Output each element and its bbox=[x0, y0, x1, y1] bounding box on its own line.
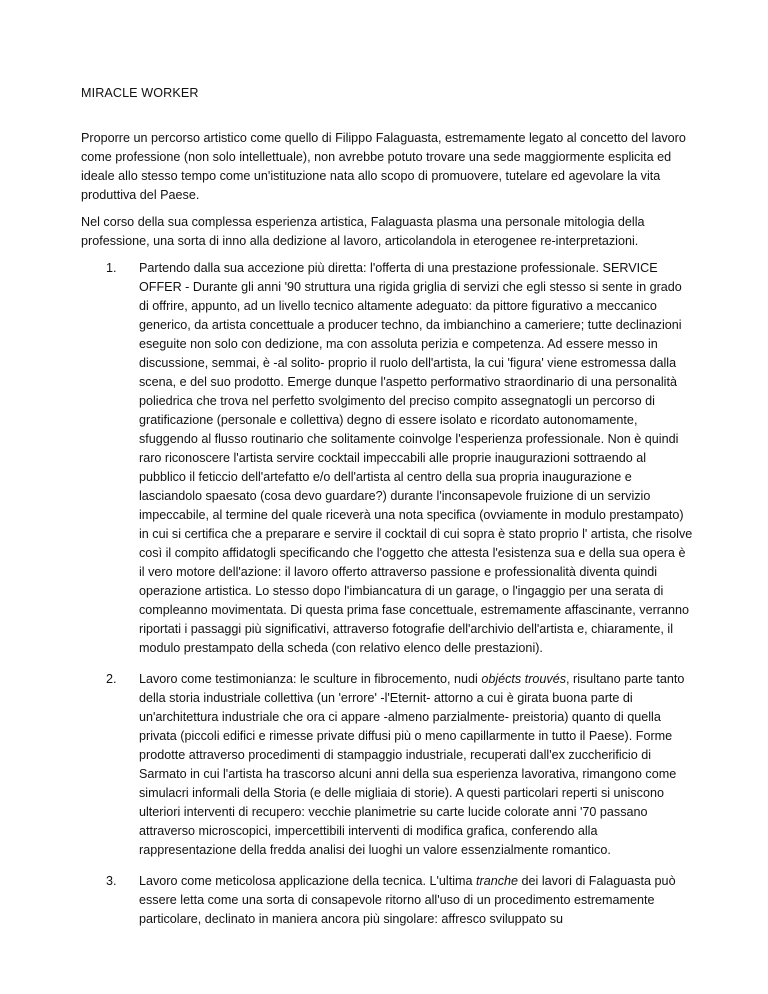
list-item-text bbox=[139, 872, 693, 929]
list-item-italic-term: objécts trouvés bbox=[481, 672, 567, 686]
list-item-number: 1. bbox=[106, 261, 117, 275]
numbered-list bbox=[81, 259, 693, 941]
list-item-italic-term: tranche bbox=[476, 874, 519, 888]
document-title: MIRACLE WORKER bbox=[81, 86, 199, 100]
list-item bbox=[81, 670, 693, 860]
list-item-text: Partendo dalla sua accezione più diretta: l'offerta di una prestazione professionale. SERVICE OFFER - Durante gli anni '90 struttura una rigida griglia di servizi che egli stesso si sente in grado di offrire, appunto, ad un livello tecnico altamente adeguato: da pittore figurativo a meccanico generico, da artista concettuale a producer techno, da imbianchino a cameriere; tutte declinazioni eseguite non solo con dedizione, ma con assoluta perizia e competenza. Ad essere messo in discussione, semmai, è -al solito- proprio il ruolo dell'artista, la cui 'figura' viene estromessa dalla scena, e del suo prodotto. Emerge dunque l'aspetto performativo straordinario di una personalità poliedrica che trova nel perfetto svolgimento del preciso compito assegnatogli un percorso di gratificazione (personale e collettiva) degno di essere isolato e ricordato autonomamente, sfuggendo al flusso routinario che solitamente coinvolge l'esperienza professionale. Non è quindi raro riconoscere l'artista servire cocktail impeccabili alle proprie inaugurazioni sottraendo al pubblico il feticcio dell'artefatto e/o dell'artista al centro della sua propria inaugurazione e lasciandolo spaesato (cosa devo guardare?) durante l'inconsapevole fruizione di un servizio impeccabile, al termine del quale riceverà una nota specifica (ovviamente in modulo prestampato) in cui si certifica che a preparare e servire il cocktail di cui sopra è stato proprio l' artista, che risolve così il compito affidatogli specificando che l'oggetto che attesta l'esistenza sua e della sua opera è il vero motore dell'azione: il lavoro offerto attraverso passione e professionalità diventa quindi operazione artistica. Lo stesso dopo l'imbiancatura di un garage, o l'ingaggio per una serata di compleanno movimentata. Di questa prima fase concettuale, estremamente affascinante, verranno riportati i passaggi più significativi, attraverso fotografie dell'archivio dell'artista e, chiaramente, il modulo prestampato della scheda (con relativo elenco delle prestazioni). bbox=[139, 261, 693, 655]
list-item-text-start: Lavoro come meticolosa applicazione della tecnica. L'ultima bbox=[139, 874, 477, 888]
intro-paragraph: Proporre un percorso artistico come quello di Filippo Falaguasta, estremamente legato al concetto del lavoro come professione (non solo intellettuale), non avrebbe potuto trovare una sede maggiormente esplicita ed ideale allo stesso tempo come un'istituzione nata allo scopo di promuovere, tutelare ed agevolare la vita produttiva del Paese. bbox=[81, 131, 686, 202]
list-item-text-end: , risultano parte tanto della storia industriale collettiva (un 'errore' -l'Eternit- attorno a cui è girata buona parte di un'architettura industriale che ora ci appare -almeno parzialmente- preistoria) quanto di quella privata (piccoli edifici e rimesse private diffusi più o meno capillarmente in tutto il Paese). Forme prodotte attraverso procedimenti di stampaggio industriale, recuperati dall'ex zuccherificio di Sarmato in cui l'artista ha trascorso alcuni anni della sua esperienza lavorativa, rimangono come simulacri informali della Storia (e delle migliaia di storie). A questi particolari reperti si uniscono ulteriori interventi di recupero: vecchie planimetrie su carte lucide colorate anni '70 passano attraverso microscopici, impercettibili interventi di modifica grafica, conferendo alla rappresentazione della fredda analisi dei luoghi un valore essenzialmente romantico. bbox=[139, 672, 685, 857]
list-item-text-end: dei lavori di Falaguasta può essere letta come una sorta di consapevole ritorno all'uso di un procedimento estremamente particolare, declinato in maniera ancora più singolare: affresco sviluppato su bbox=[139, 874, 676, 926]
list-item-number: 2. bbox=[106, 672, 117, 686]
list-item bbox=[81, 259, 693, 658]
list-item bbox=[81, 872, 693, 929]
list-item-text-start: Lavoro come testimonianza: le sculture in fibrocemento, nudi bbox=[139, 672, 482, 686]
list-item-text bbox=[139, 670, 693, 860]
list-item-number: 3. bbox=[106, 874, 117, 888]
second-paragraph: Nel corso della sua complessa esperienza artistica, Falaguasta plasma una personale mitologia della professione, una sorta di inno alla dedizione al lavoro, articolandola in eterogenee re-interpretazioni. bbox=[81, 215, 645, 248]
